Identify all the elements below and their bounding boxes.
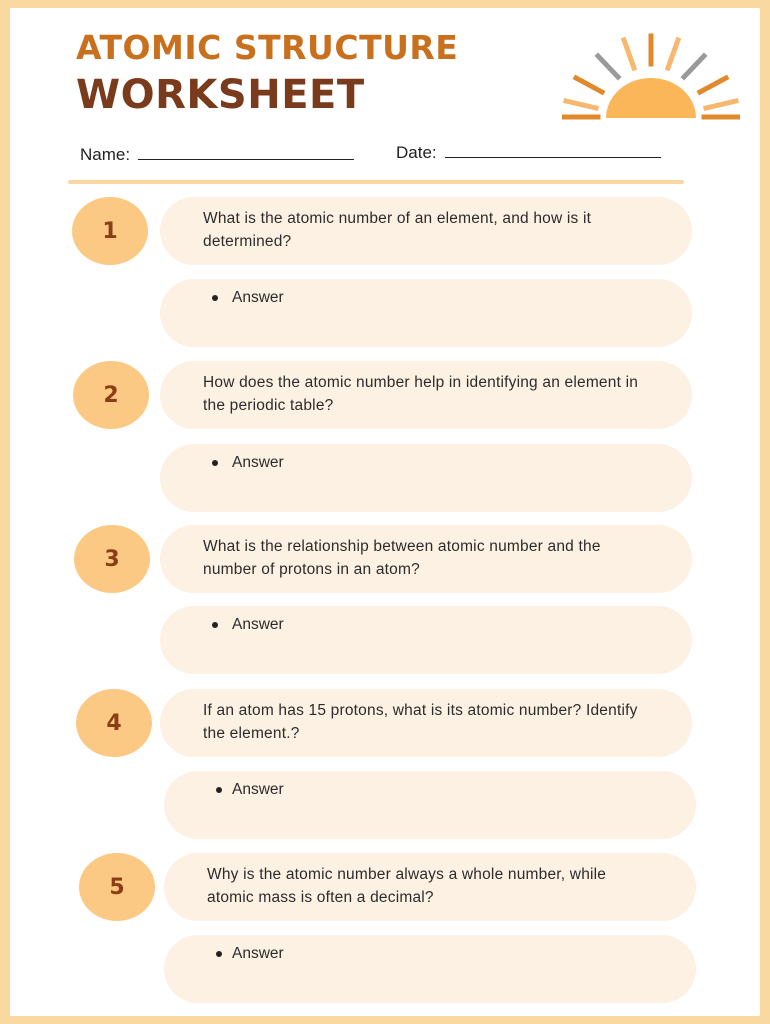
date-field[interactable] (445, 157, 661, 158)
question-number-badge: 4 (76, 689, 152, 757)
bullet-icon (216, 951, 222, 957)
worksheet-page (10, 8, 760, 1016)
answer-box[interactable] (160, 606, 692, 674)
answer-placeholder: Answer (232, 945, 284, 962)
question-text: How does the atomic number help in identifying an element in the periodic table? (160, 361, 692, 429)
answer-placeholder: Answer (232, 616, 284, 633)
name-field[interactable] (138, 159, 354, 160)
answer-placeholder: Answer (232, 454, 284, 471)
answer-placeholder: Answer (232, 289, 284, 306)
answer-box[interactable] (164, 935, 696, 1003)
bullet-icon (212, 622, 218, 628)
name-label: Name: (80, 145, 131, 164)
bullet-icon (216, 787, 222, 793)
answer-box[interactable] (160, 444, 692, 512)
question-number-badge: 3 (74, 525, 150, 593)
bullet-icon (212, 460, 218, 466)
question-text: What is the relationship between atomic number and the number of protons in an atom? (160, 525, 692, 593)
question-number-badge: 2 (73, 361, 149, 429)
answer-placeholder: Answer (232, 781, 284, 798)
question-number-badge: 1 (72, 197, 148, 265)
header-divider (68, 180, 684, 184)
question-text: Why is the atomic number always a whole number, while atomic mass is often a decimal? (164, 853, 696, 921)
bullet-icon (212, 295, 218, 301)
question-text: If an atom has 15 protons, what is its atomic number? Identify the element.? (160, 689, 692, 757)
answer-box[interactable] (160, 279, 692, 347)
sun-rising-icon (562, 32, 740, 120)
question-text: What is the atomic number of an element, and how is it determined? (160, 197, 692, 265)
date-label: Date: (396, 143, 437, 162)
question-number-badge: 5 (79, 853, 155, 921)
title-line-1: ATOMIC STRUCTURE (76, 28, 459, 67)
title-line-2: WORKSHEET (76, 72, 365, 118)
answer-box[interactable] (164, 771, 696, 839)
